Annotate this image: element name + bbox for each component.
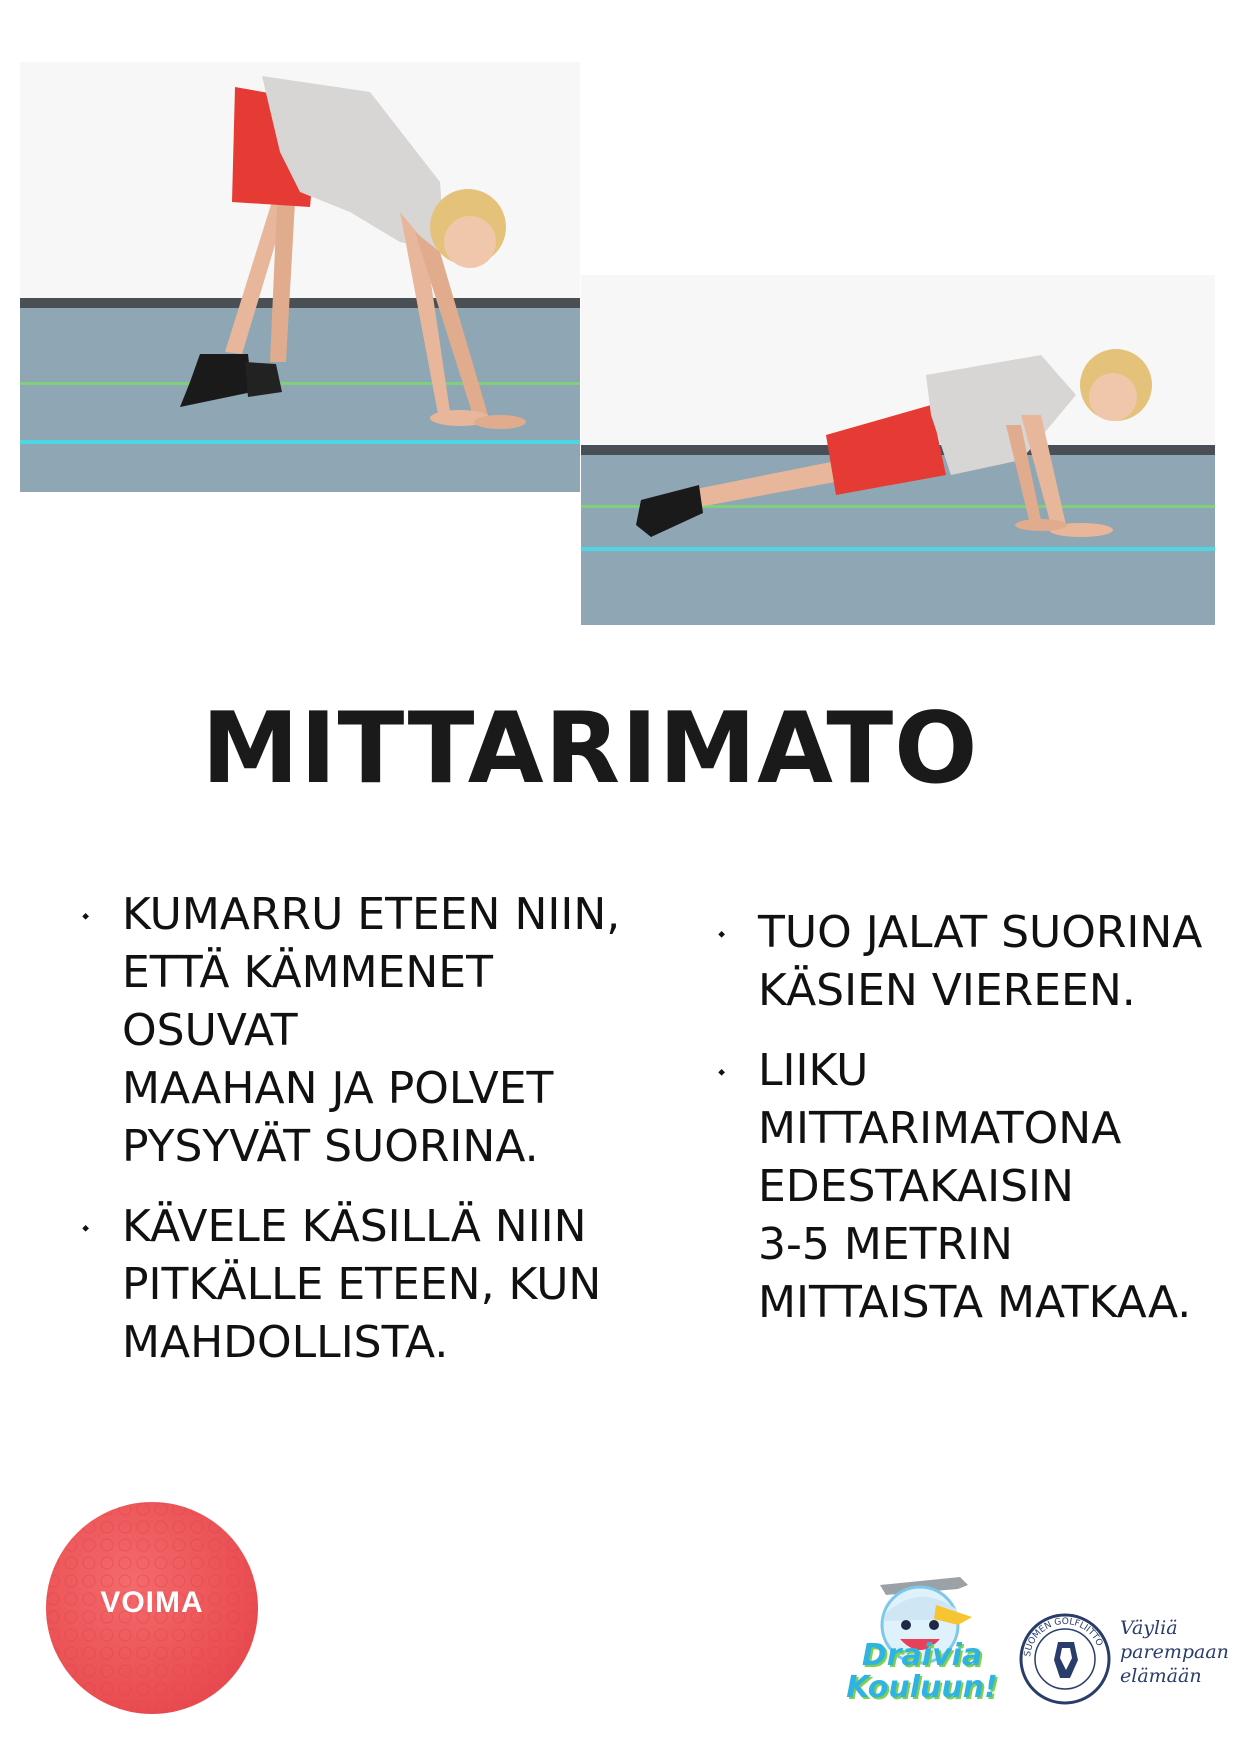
- instruction-text: TUO JALAT SUORINA KÄSIEN VIEREEN.: [758, 907, 1203, 1016]
- list-item: [716, 904, 1216, 1020]
- draivia-wordmark: Draivia Kouluun!: [846, 1638, 998, 1705]
- bullet-icon: ⬩: [718, 921, 726, 945]
- list-item: [80, 1198, 680, 1372]
- instructions-right-column: [716, 904, 1216, 1354]
- bullet-icon: ⬩: [718, 1059, 726, 1083]
- list-item: [716, 1042, 1216, 1332]
- golf-federation-slogan: Väyliä parempaan elämään: [1120, 1617, 1229, 1687]
- category-label: VOIMA: [100, 1586, 204, 1619]
- instruction-text: KÄVELE KÄSILLÄ NIIN PITKÄLLE ETEEN, KUN MAHDOLLISTA.: [122, 1201, 602, 1368]
- page-title: MITTARIMATO: [201, 692, 979, 806]
- instructions-left-column: [80, 886, 680, 1394]
- instruction-text: KUMARRU ETEEN NIIN, ETTÄ KÄMMENET OSUVAT MAAHAN JA POLVET PYSYVÄT SUORINA.: [122, 889, 621, 1172]
- list-item: [80, 886, 680, 1176]
- golf-federation-seal-icon: [1018, 1612, 1112, 1706]
- exercise-photo-bent-forward: [20, 62, 580, 492]
- exercise-photo-plank: [581, 275, 1215, 625]
- bullet-icon: ⬩: [82, 1215, 90, 1239]
- instruction-text: LIIKU MITTARIMATONA EDESTAKAISIN 3-5 METRIN MITTAISTA MATKAA.: [758, 1045, 1192, 1328]
- svg-text:SUOMEN GOLFLIITTO: SUOMEN GOLFLIITTO: [1023, 1616, 1105, 1658]
- bullet-icon: ⬩: [82, 903, 90, 927]
